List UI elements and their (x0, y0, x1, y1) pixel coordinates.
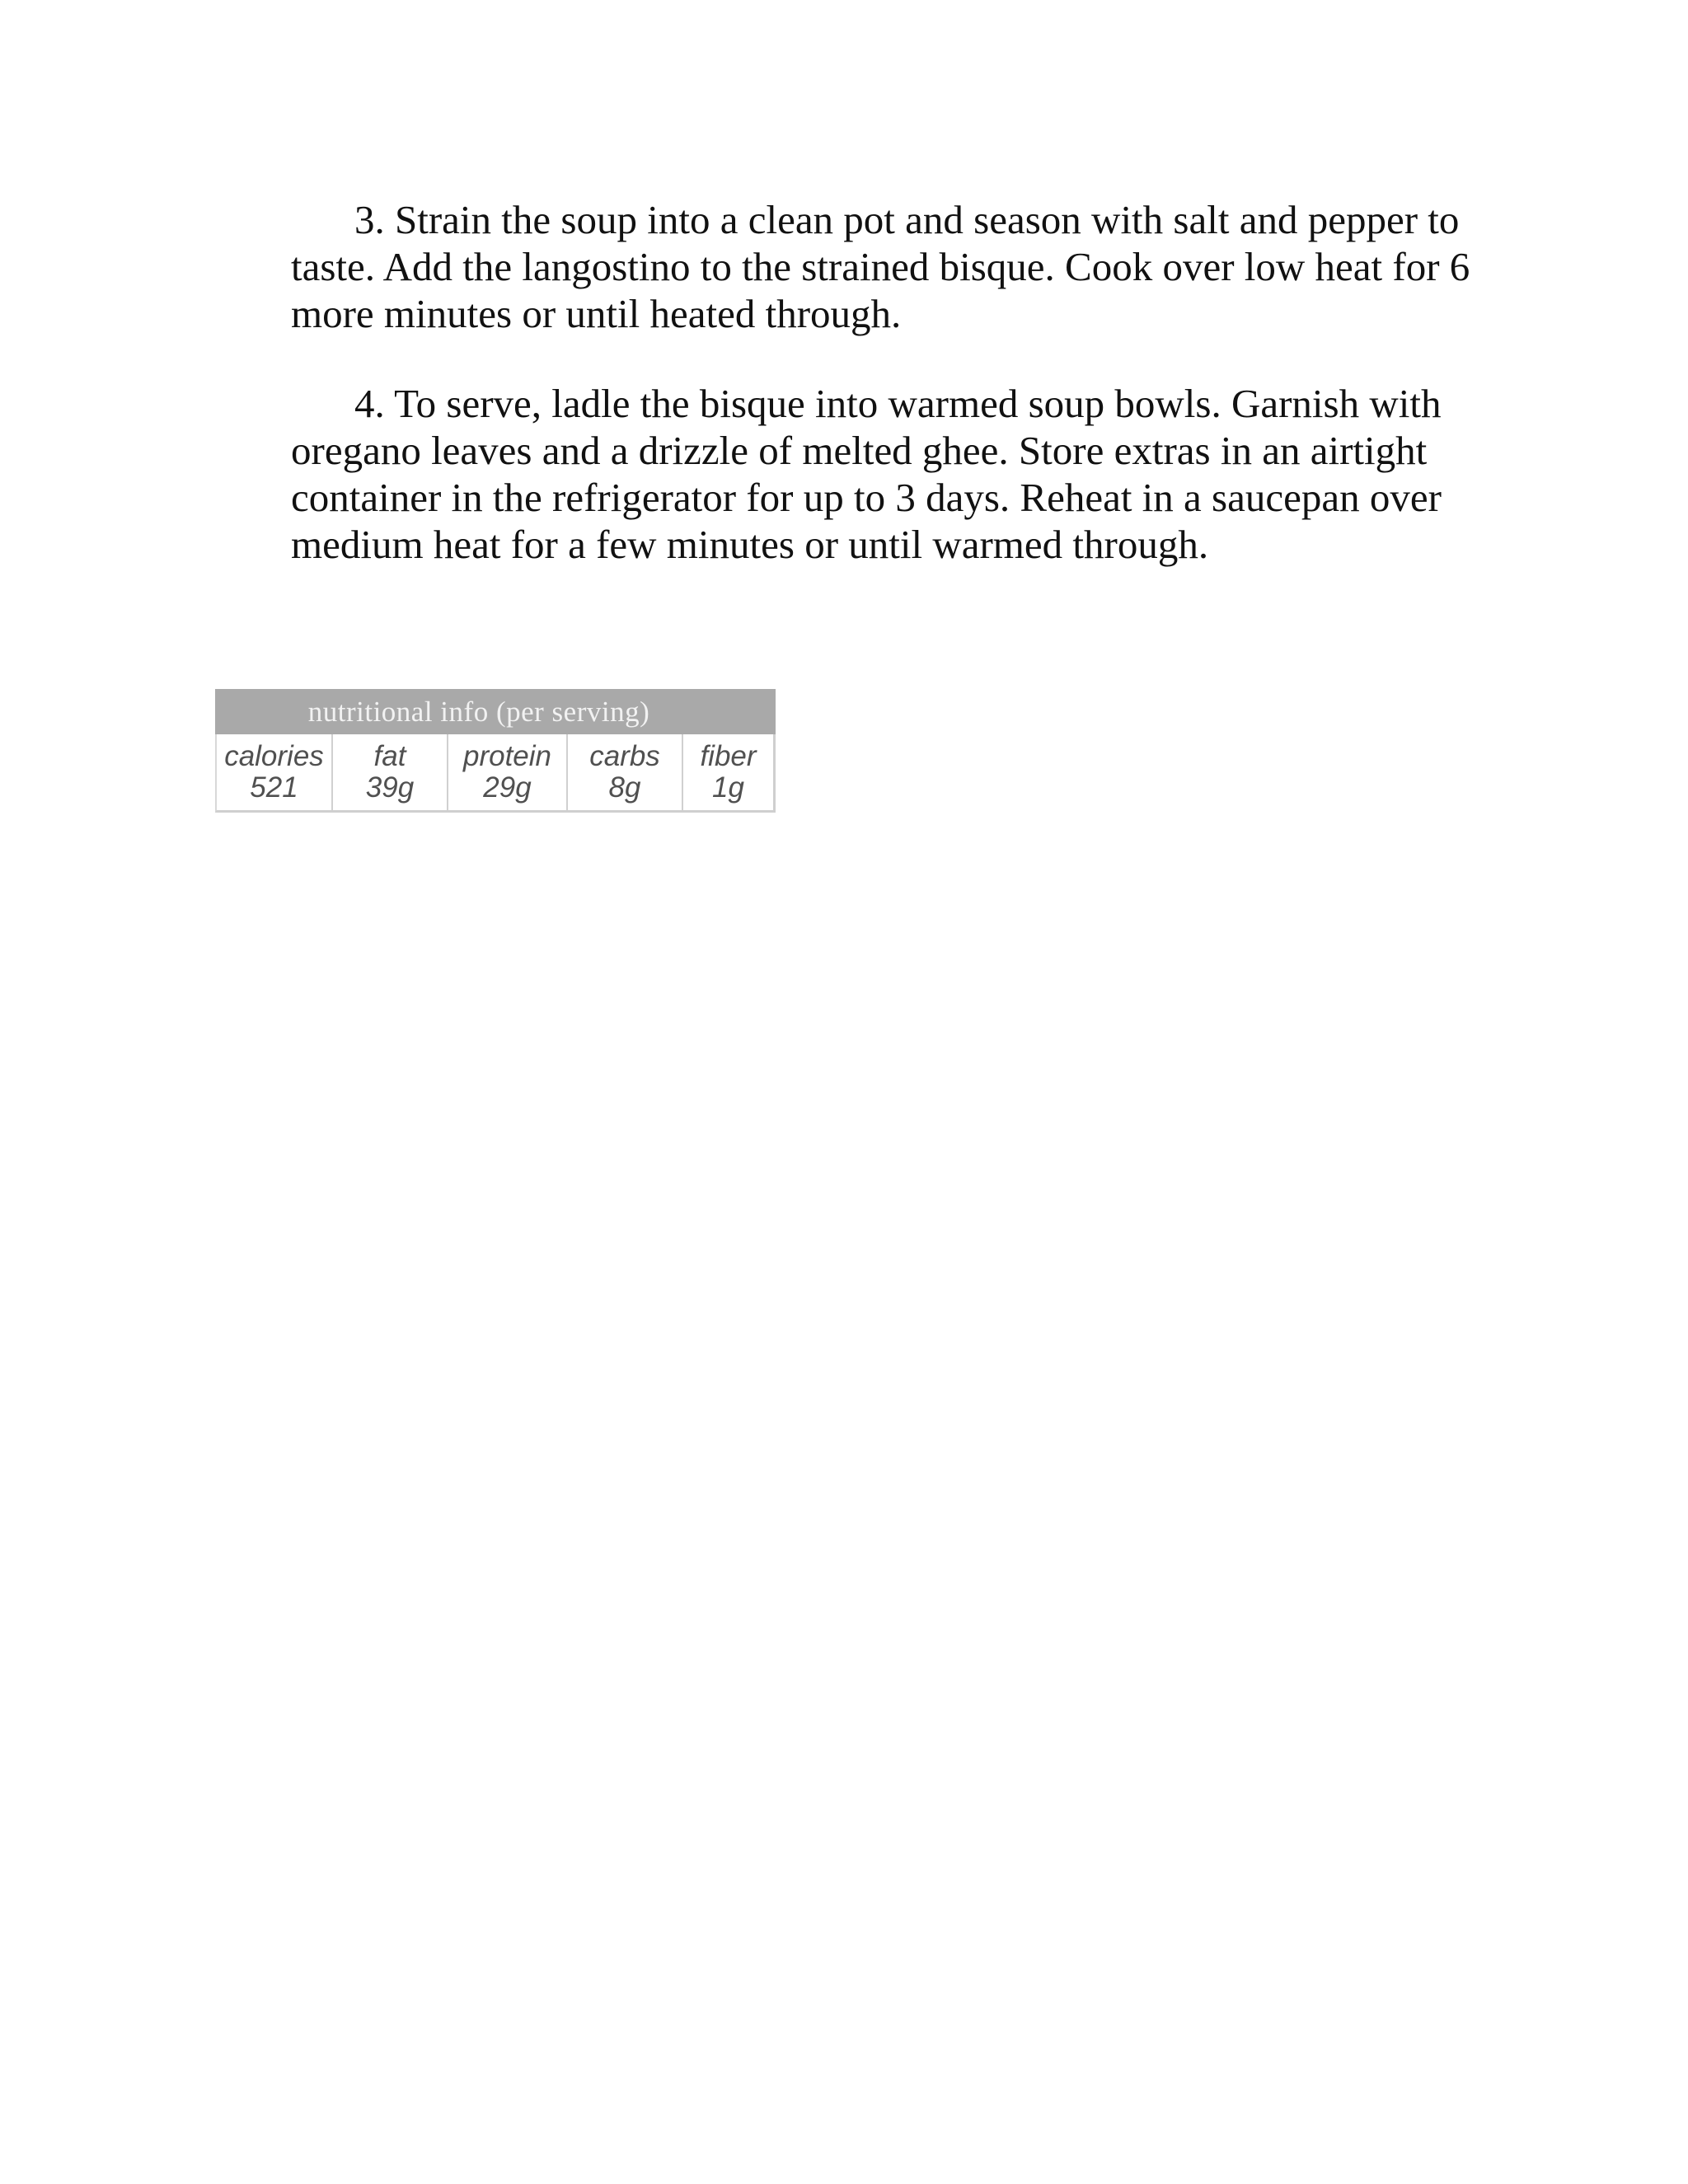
nutrition-cell-carbs (568, 734, 683, 810)
nutrition-cell-fiber (683, 734, 773, 810)
nutrition-label: calories (224, 740, 324, 772)
nutrition-cell-calories (217, 734, 333, 810)
nutrition-value: 29g (483, 771, 532, 804)
instruction-step-4: 4. To serve, ladle the bisque into warmed soup bowls. Garnish with oregano leaves and a drizzle of melted ghee. Store extras in an airtight container in the refrigerator for up to 3 days. Reheat in a saucepan over medium heat for a few minutes or until warmed through. (291, 381, 1442, 567)
nutrition-label: protein (462, 740, 552, 772)
nutrition-cell-fat (333, 734, 448, 810)
nutrition-info-title: nutritional info (per serving) (215, 689, 776, 734)
recipe-instructions (291, 196, 1478, 611)
nutrition-value: 39g (365, 771, 415, 804)
instruction-step-3: 3. Strain the soup into a clean pot and season with salt and pepper to taste. Add the langostino to the strained bisque. Cook over low heat for 6 more minutes or until heated through. (291, 197, 1470, 336)
nutrition-value: 8g (608, 771, 641, 804)
nutrition-value: 521 (250, 771, 298, 804)
nutrition-label: fiber (700, 740, 757, 772)
nutrition-label: fat (373, 740, 406, 772)
nutrition-value: 1g (712, 771, 744, 804)
nutrition-cell-protein (448, 734, 568, 810)
nutrition-info-box (215, 689, 776, 813)
nutrition-label: carbs (589, 740, 660, 772)
nutrition-info-grid (215, 734, 776, 813)
